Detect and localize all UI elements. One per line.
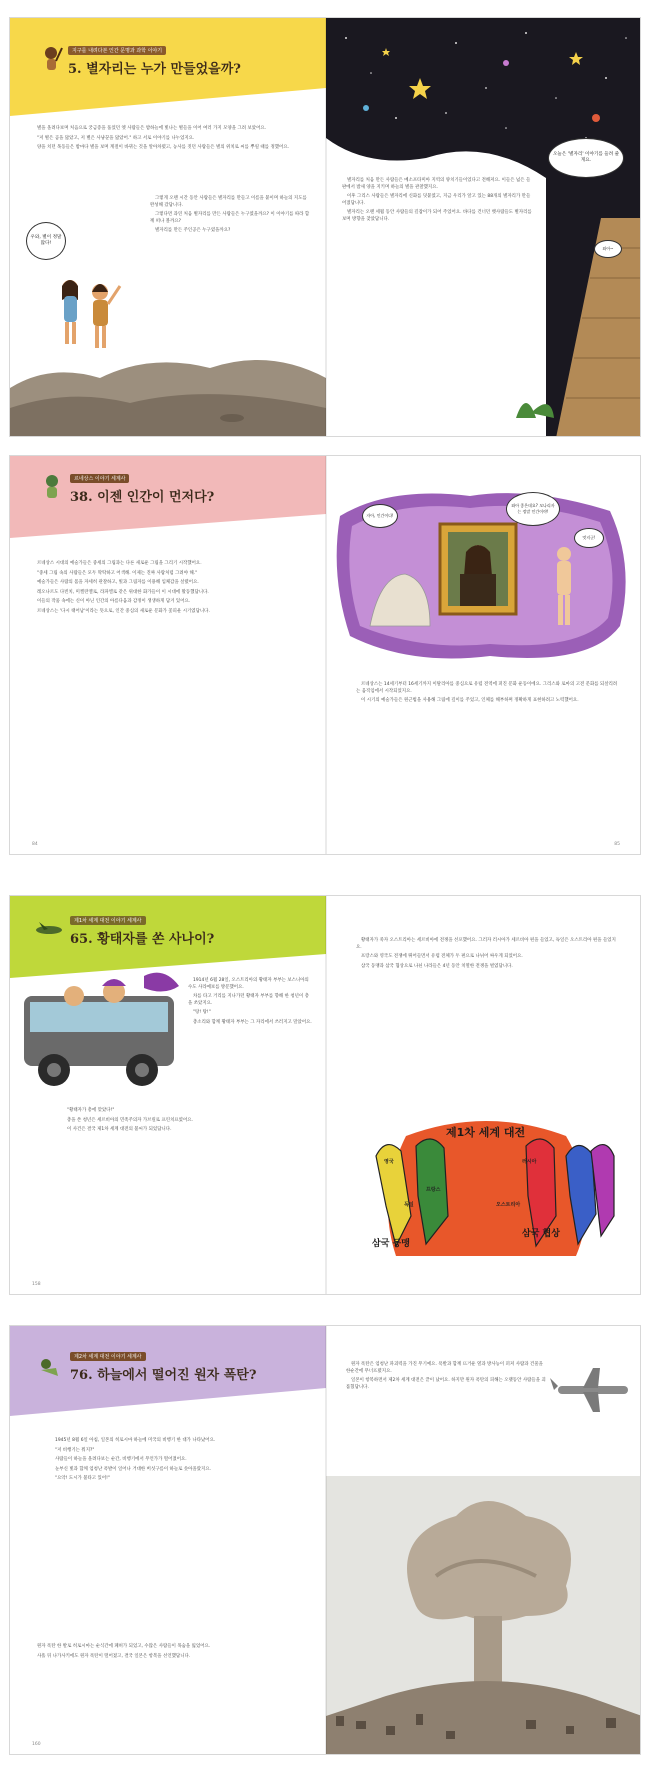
speech-bubble: 우와, 별이 정말 많다! <box>26 222 66 260</box>
paragraph: 양을 치던 목동들은 밤마다 별을 보며 계절이 바뀌는 것을 알아차렸고, 농사를 짓던 사람들은 별의 위치로 씨를 뿌릴 때를 정했어요. <box>37 145 290 151</box>
paragraph: 원자 폭탄 한 발로 히로시마는 순식간에 폐허가 되었고, 수많은 사람들이 목숨을 잃었어요. <box>37 1644 211 1649</box>
spread-3-right-page <box>326 896 641 1294</box>
chapter-title: 65. 황태자를 쏜 사나이? <box>70 932 215 947</box>
gutter <box>325 456 327 854</box>
paragraph: 총소리와 함께 황태자 부부는 그 자리에서 쓰러지고 말았어요. <box>193 1019 312 1025</box>
body-text <box>32 126 310 155</box>
paragraph: 프랑스와 영국도 전쟁에 뛰어들면서 유럽 전체가 두 편으로 나뉘어 싸우게 되었어요. <box>361 954 523 960</box>
gutter <box>325 896 327 1294</box>
body-text <box>346 1362 546 1394</box>
paragraph: 레오나르도 다빈치, 미켈란젤로, 라파엘로 같은 위대한 화가들이 이 시대에 활동했답니다. <box>37 589 209 595</box>
paragraph: "탕! 탕!" <box>193 1010 211 1016</box>
chapter-title: 5. 별자리는 누가 만들었을까? <box>68 62 241 77</box>
speech-bubble-small: 와아~ <box>594 240 622 258</box>
body-text-right-col <box>188 978 312 1030</box>
paragraph: 원자 폭탄은 엄청난 파괴력을 가진 무기예요. 폭발과 함께 뜨거운 열과 방사능이 퍼져 사람과 건물을 한순간에 무너뜨렸지요. <box>346 1362 543 1374</box>
paragraph: 별을 올려다보며 처음으로 궁금증을 품었던 옛 사람들은 밤하늘에 빛나는 별들을 이어 여러 가지 모양을 그려 보았어요. <box>37 126 267 131</box>
body-text <box>356 938 618 973</box>
gutter <box>325 18 327 436</box>
paragraph: 르네상스는 '다시 태어남'이라는 뜻으로, 인간 중심의 새로운 문화가 꽃피운 시기였답니다. <box>37 608 210 614</box>
spread-4-right-page <box>326 1326 641 1754</box>
paragraph: 일본이 항복하면서 제2차 세계 대전은 끝이 났어요. 하지만 원자 폭탄의 피해는 오랫동안 사람들을 괴롭혔답니다. <box>346 1378 546 1390</box>
paragraph: 삼국 동맹과 삼국 협상으로 나뉜 나라들은 4년 동안 치열한 전쟁을 벌였답니다. <box>361 963 513 969</box>
body-text <box>62 1108 312 1137</box>
chapter-tag: 제1차 세계 대전 이야기 세계사 <box>70 916 146 925</box>
body-text <box>50 1438 312 1486</box>
page-number: 84 <box>32 842 38 847</box>
art-title-text: 제1차 세계 대전 <box>446 1126 526 1139</box>
mascot-caveman-icon <box>38 44 64 74</box>
body-text <box>356 682 618 708</box>
paragraph: 사흘 뒤 나가사키에도 원자 폭탄이 떨어졌고, 결국 일본은 항복을 선언했답니다. <box>37 1653 191 1659</box>
chapter-title: 76. 하늘에서 떨어진 원자 폭탄? <box>70 1368 257 1383</box>
paragraph: 이들의 작품 속에는 신이 아닌 인간의 아름다움과 감정이 생생하게 담겨 있어요. <box>37 599 191 605</box>
country-label: 영국 <box>384 1159 394 1165</box>
paragraph: 눈부신 빛과 함께 엄청난 폭발이 일어나 거대한 버섯구름이 하늘로 솟아올랐지요. <box>55 1466 212 1472</box>
mascot-icon <box>36 1356 64 1380</box>
spread-1-right-page <box>326 18 641 436</box>
paragraph: 총을 쏜 청년은 세르비아의 민족주의자 가브릴로 프린치프였어요. <box>67 1117 193 1123</box>
paragraph: "으악! 도시가 불타고 있어!" <box>55 1476 111 1482</box>
paragraph: 차를 타고 거리를 지나가던 황태자 부부를 향해 한 청년이 총을 쏘았지요. <box>188 994 310 1006</box>
spread-1-left-page <box>10 18 326 436</box>
paragraph: 별자리는 오랜 세월 동안 사람들의 길잡이가 되어 주었어요. 바다를 건너던 뱃사람들도 별자리를 보며 방향을 찾았답니다. <box>342 210 532 222</box>
paragraph: 이후 그리스 사람들은 별자리에 신화를 덧붙였고, 지금 우리가 알고 있는 88개의 별자리가 만들어졌답니다. <box>342 194 531 206</box>
spread-2 <box>9 455 641 855</box>
paragraph: 별자리를 만든 주인공은 누구였을까요? <box>155 228 231 234</box>
paragraph: 그렇게 오랜 시간 동안 사람들은 별자리를 만들고 이름을 붙이며 하늘의 지도를 완성해 갔답니다. <box>150 196 307 208</box>
country-label: 독일 <box>404 1202 414 1208</box>
pink-header-band <box>10 456 326 556</box>
page-number: 85 <box>614 842 620 847</box>
paragraph: 1914년 6월 28일, 오스트리아의 황태자 부부는 보스니아의 수도 사라예보를 방문했어요. <box>188 978 309 990</box>
paragraph: 이 시기의 예술가들은 원근법을 사용해 그림에 깊이를 주었고, 인체를 해부하며 정확하게 표현하려고 노력했어요. <box>361 698 579 704</box>
speech-bubble: 멋지군! <box>574 528 604 548</box>
paragraph: 이 사건은 결국 제1차 세계 대전의 불씨가 되었답니다. <box>67 1127 172 1133</box>
speech-bubble: 와아 좋은데요? 모나리자는 정말 인간이야! <box>506 492 560 526</box>
atomic-explosion-illustration <box>326 1476 641 1754</box>
paragraph: "황태자가 총에 맞았다!" <box>67 1108 115 1113</box>
spread-4-left-page <box>10 1326 326 1754</box>
body-text <box>32 1644 312 1663</box>
chapter-tag: 제2차 세계 대전 이야기 세계사 <box>70 1352 146 1361</box>
chapter-tag: 르네상스 이야기 세계사 <box>70 474 129 483</box>
spread-4 <box>9 1325 641 1755</box>
mascot-icon <box>40 472 64 500</box>
body-text <box>342 178 532 227</box>
assassination-car-illustration <box>14 966 186 1096</box>
paragraph: "저 비행기는 뭐지?" <box>55 1447 95 1453</box>
paragraph: 황태자가 죽자 오스트리아는 세르비아에 전쟁을 선포했어요. 그러자 러시아가 세르비아 편을 들었고, 독일은 오스트리아 편을 들었지요. <box>356 938 616 950</box>
cavemen-illustration <box>10 268 326 436</box>
spread-2-left-page <box>10 456 326 854</box>
country-label: 오스트리아 <box>496 1202 521 1208</box>
spread-2-right-page <box>326 456 641 854</box>
yellow-header-band <box>10 18 326 138</box>
paragraph: "저 별은 곰을 닮았고, 저 별은 사냥꾼을 닮았어." 하고 서로 이야기를 나누었지요. <box>37 135 195 141</box>
paragraph: 르네상스 시대의 예술가들은 중세의 그림과는 다른 새로운 그림을 그리기 시작했어요. <box>37 561 202 566</box>
night-sky-illustration <box>326 18 641 436</box>
speech-bubble: 자아, 인간이다! <box>362 504 398 528</box>
alliance-label-left: 삼국 동맹 <box>372 1239 410 1249</box>
gutter <box>325 1326 327 1754</box>
chapter-title: 38. 이젠 인간이 먼저다? <box>70 490 215 505</box>
paragraph: 르네상스는 14세기부터 16세기까지 이탈리아를 중심으로 유럽 전역에 퍼진 문화 운동이에요. 그리스와 로마의 고전 문화를 되살리려는 움직임에서 시작되었지요. <box>356 682 618 694</box>
bomber-plane-icon <box>548 1366 638 1416</box>
body-text <box>32 561 310 619</box>
paragraph: "중세 그림 속의 사람들은 모두 딱딱하고 어색해. 이제는 진짜 사람처럼 그려야 해." <box>37 570 198 576</box>
spread-3-left-page <box>10 896 326 1294</box>
paragraph: 별자리를 처음 만든 사람들은 메소포타미아 지역의 양치기들이었다고 전해져요. 이들은 넓은 들판에서 밤새 양을 지키며 하늘의 별을 관찰했지요. <box>342 178 531 190</box>
paragraph: 1945년 8월 6일 아침, 일본의 히로시마 하늘에 미국의 비행기 한 대가 나타났어요. <box>55 1438 216 1443</box>
spread-3 <box>9 895 641 1295</box>
paragraph: 그렇다면 과연 처음 별자리를 만든 사람들은 누구였을까요? 이 이야기를 따라 함께 떠나 볼까요? <box>150 212 310 224</box>
country-label: 프랑스 <box>426 1187 441 1193</box>
alliance-label-right: 삼국 협상 <box>522 1229 560 1239</box>
mascot-airplane-icon <box>34 920 64 940</box>
country-label: 러시아 <box>522 1159 537 1165</box>
spread-1 <box>9 17 641 437</box>
paragraph: 예술가들은 사람의 몸을 자세히 관찰하고, 빛과 그림자를 이용해 입체감을 살렸어요. <box>37 580 199 586</box>
page-number: 160 <box>32 1742 41 1747</box>
body-text-indented <box>150 196 310 238</box>
chapter-tag: 지구를 내려다본 인간 문명과 과학 이야기 <box>68 46 166 55</box>
paragraph: 사람들이 하늘을 올려다보는 순간, 비행기에서 무언가가 떨어졌어요. <box>55 1457 187 1463</box>
speech-bubble: 오늘은 '별자리' 이야기를 들려 줄게요. <box>548 138 624 178</box>
page-number: 158 <box>32 1282 41 1287</box>
